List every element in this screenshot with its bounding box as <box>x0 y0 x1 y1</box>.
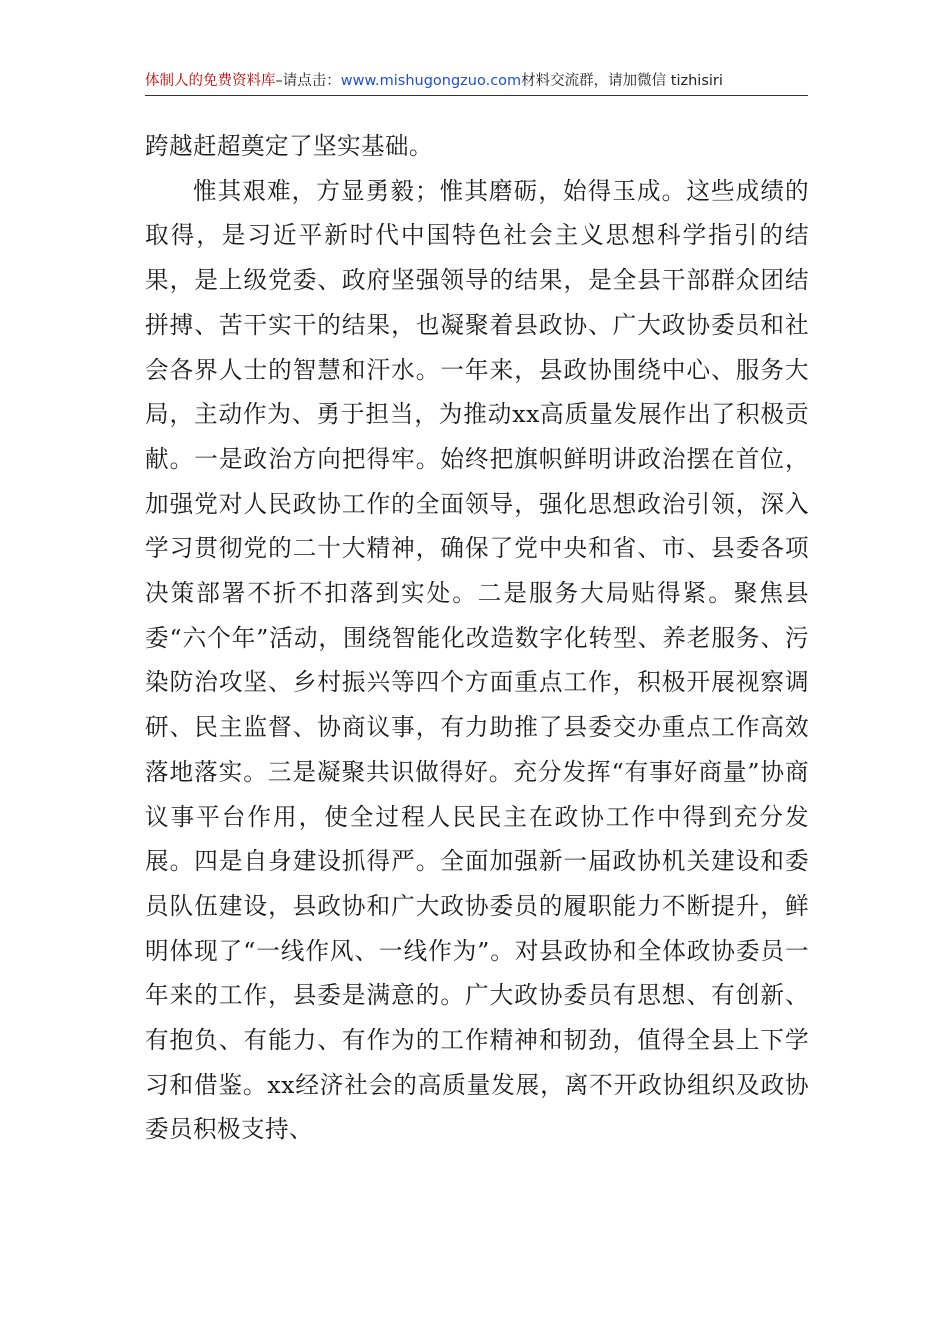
paragraph-main: 惟其艰难，方显勇毅；惟其磨砺，始得玉成。这些成绩的取得，是习近平新时代中国特色社会主义思想科学指引的结果，是上级党委、政府坚强领导的结果，是全县干部群众团结拼搏、苦干实干的结果，也凝聚着县政协、广大政协委员和社会各界人士的智慧和汗水。一年来，县政协围绕中心、服务大局，主动作为、勇于担当，为推动xx高质量发展作出了积极贡献。一是政治方向把得牢。始终把旗帜鲜明讲政治摆在首位，加强党对人民政协工作的全面领导，强化思想政治引领，深入学习贯彻党的二十大精神，确保了党中央和省、市、县委各项决策部署不折不扣落到实处。二是服务大局贴得紧。聚焦县委“六个年”活动，围绕智能化改造数字化转型、养老服务、污染防治攻坚、乡村振兴等四个方面重点工作，积极开展视察调研、民主监督、协商议事，有力助推了县委交办重点工作高效落地落实。三是凝聚共识做得好。充分发挥“有事好商量”协商议事平台作用，使全过程人民民主在政协工作中得到充分发展。四是自身建设抓得严。全面加强新一届政协机关建设和委员队伍建设，县政协和广大政协委员的履职能力不断提升，鲜明体现了“一线作风、一线作为”。对县政协和全体政协委员一年来的工作，县委是满意的。广大政协委员有思想、有创新、有抱负、有能力、有作为的工作精神和韧劲，值得全县上下学习和借鉴。xx经济社会的高质量发展，离不开政协组织及政协委员积极支持、 <box>145 176 809 1144</box>
header-suffix: 材料交流群，请加微信 tizhisiri <box>521 73 723 89</box>
paragraph-continuation: 跨越赶超奠定了坚实基础。 <box>145 132 433 160</box>
header-url-link[interactable]: www.mishugongzuo.com <box>340 73 522 89</box>
header-prompt: –请点击： <box>275 73 341 89</box>
page-header <box>145 68 808 94</box>
header-brand: 体制人的免费资料库 <box>145 73 276 89</box>
document-body <box>145 124 809 1152</box>
header-divider <box>145 95 808 96</box>
